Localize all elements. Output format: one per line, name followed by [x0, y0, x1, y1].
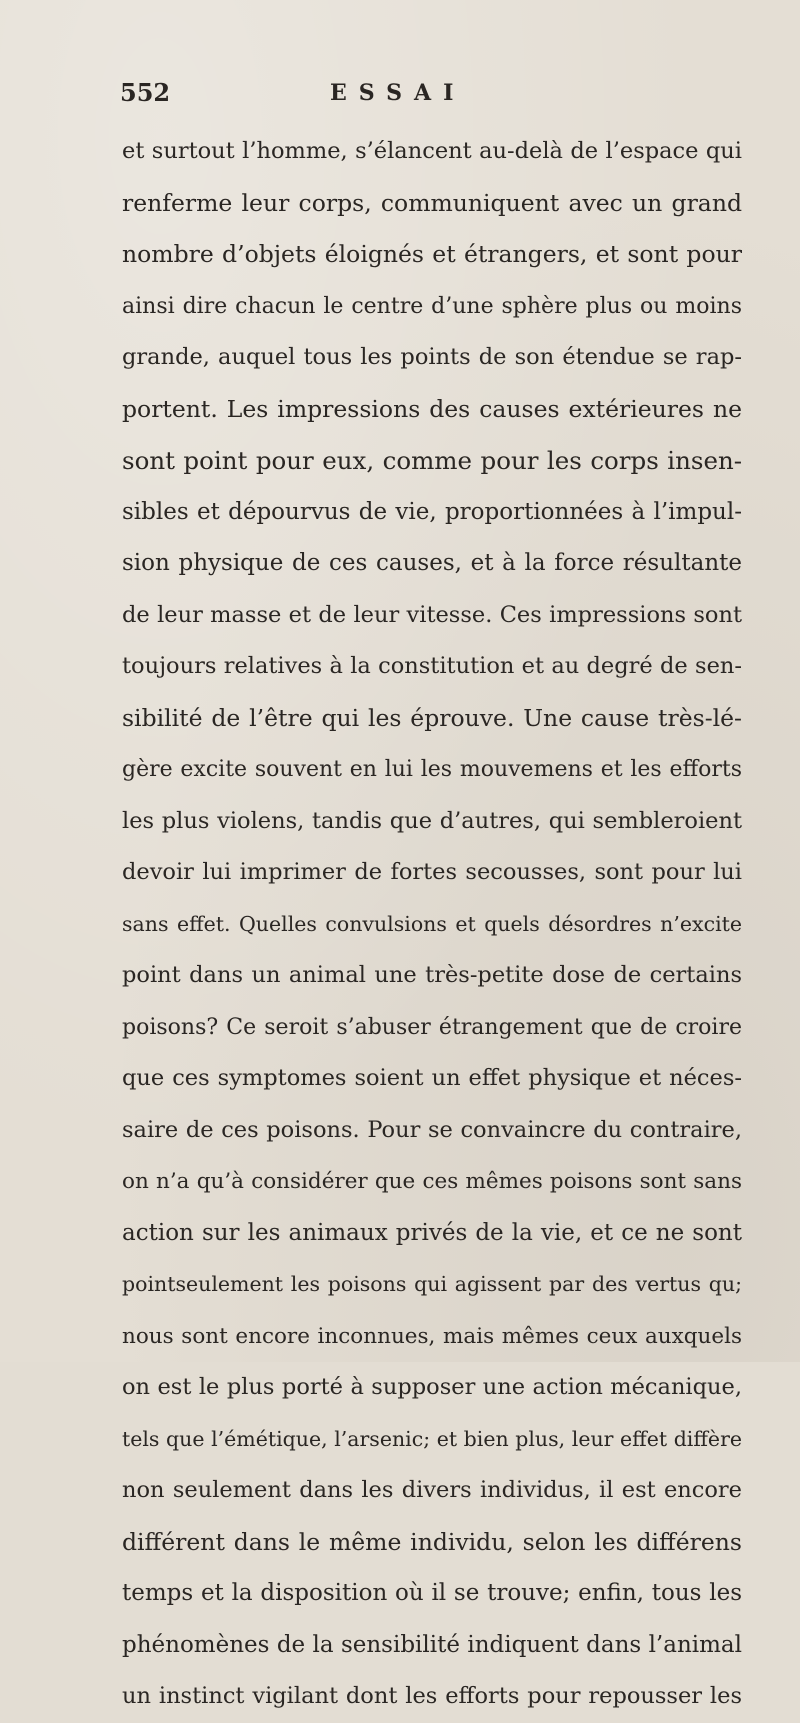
text-line: que ces symptomes soient un effet physique et néces- — [122, 1065, 742, 1091]
text-line: sont point pour eux, comme pour les corps insen- — [122, 446, 742, 475]
text-line: renferme leur corps, communiquent avec un grand — [122, 188, 742, 217]
text-line: sion physique de ces causes, et à la force résultante — [122, 550, 742, 576]
text-line: gère excite souvent en lui les mouvemens et les efforts — [122, 757, 742, 782]
text-line: un instinct vigilant dont les efforts pour repousser les — [122, 1683, 742, 1709]
text-line: sans effet. Quelles convulsions et quels désordres n’excite — [122, 911, 742, 936]
text-line: nous sont encore inconnues, mais mêmes ceux auxquels — [122, 1323, 742, 1349]
text-line: et surtout l’homme, s’élancent au-delà de l’espace qui — [122, 138, 742, 164]
text-line: sibles et dépourvus de vie, proportionnées à l’impul- — [122, 498, 742, 525]
text-line: ainsi dire chacun le centre d’une sphère plus ou moins — [122, 293, 742, 319]
text-line: phénomènes de la sensibilité indiquent dans l’animal — [122, 1631, 742, 1658]
text-line: devoir lui imprimer de fortes secousses, sont pour lui — [122, 859, 742, 885]
page-number: 552 — [120, 78, 171, 107]
text-line: temps et la disposition où il se trouve; enfin, tous les — [122, 1580, 742, 1606]
text-line: les plus violens, tandis que d’autres, qui sembleroient — [122, 807, 742, 834]
text-line: toujours relatives à la constitution et au degré de sen- — [122, 653, 742, 679]
text-line: différent dans le même individu, selon les différens — [122, 1527, 742, 1556]
text-line: sibilité de l’être qui les éprouve. Une cause très-lé- — [122, 703, 742, 732]
text-line: on n’a qu’à considérer que ces mêmes poisons sont sans — [122, 1169, 742, 1194]
text-line: point dans un animal une très-petite dose de certains — [122, 962, 742, 988]
running-title: ESSAI — [330, 80, 466, 106]
text-line: tels que l’émétique, l’arsenic; et bien plus, leur effet diffère — [122, 1426, 742, 1451]
text-line: portent. Les impressions des causes extérieures ne — [122, 394, 742, 423]
text-line: poisons? Ce seroit s’abuser étrangement que de croire — [122, 1014, 742, 1040]
body-text — [122, 126, 742, 1723]
text-line: nombre d’objets éloignés et étrangers, et sont pour — [122, 240, 742, 268]
text-line: non seulement dans les divers individus, il est encore — [122, 1477, 742, 1503]
text-line: pointseulement les poisons qui agissent par des vertus qu; — [122, 1272, 742, 1296]
text-line: grande, auquel tous les points de son étendue se rap- — [122, 344, 742, 370]
text-line: on est le plus porté à supposer une action mécanique, — [122, 1374, 742, 1400]
text-line: saire de ces poisons. Pour se convaincre du contraire, — [122, 1116, 742, 1143]
page-header — [120, 78, 680, 118]
text-line: action sur les animaux privés de la vie, et ce ne sont — [122, 1219, 742, 1246]
text-line: de leur masse et de leur vitesse. Ces impressions sont — [122, 601, 742, 628]
